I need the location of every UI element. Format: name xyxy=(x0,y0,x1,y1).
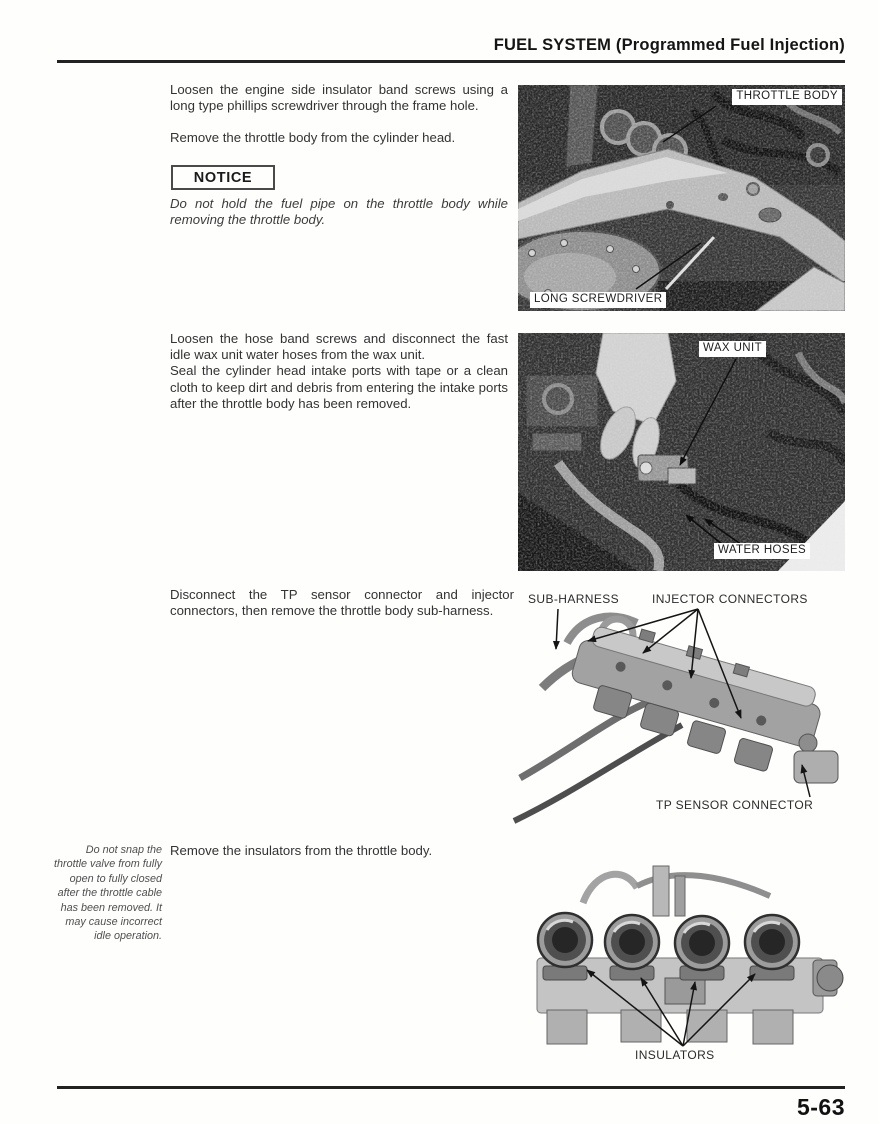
notice-label: NOTICE xyxy=(193,169,253,186)
header-rule xyxy=(57,60,845,63)
figure-sub-harness xyxy=(512,593,864,838)
figure-wax-unit xyxy=(518,333,845,571)
step2-line-1: Loosen the hose band screws and disconnect the fast idle wax unit water hoses from the wax unit. xyxy=(170,331,508,363)
page-title: FUEL SYSTEM (Programmed Fuel Injection) xyxy=(493,36,845,54)
step4-paragraph: Remove the insulators from the throttle body. xyxy=(170,843,433,858)
label-tp-sensor-connector: TP SENSOR CONNECTOR xyxy=(656,798,814,812)
label-wax-unit: WAX UNIT xyxy=(699,341,766,357)
tp-sensor-art xyxy=(794,734,838,783)
label-throttle-body: THROTTLE BODY xyxy=(732,89,842,105)
margin-note: Do not snap the throttle valve from fully open to fully closed after the throttle cable has been removed. It may cause incorrect idle operation. xyxy=(53,844,162,943)
photo-throttle-body-illustration xyxy=(518,85,845,311)
step2-line-2: Seal the cylinder head intake ports with tape or a clean cloth to keep dirt and debris from entering the intake ports after the throttle body has been removed. xyxy=(170,363,508,411)
arrow-sub-harness xyxy=(556,609,558,649)
photo-insulators-illustration xyxy=(525,858,845,1070)
figure-insulators xyxy=(525,858,845,1070)
notice-box xyxy=(171,165,275,190)
label-water-hoses: WATER HOSES xyxy=(714,543,810,559)
label-long-screwdriver: LONG SCREWDRIVER xyxy=(530,292,666,308)
photo-wax-unit-illustration xyxy=(518,333,845,571)
label-insulators: INSULATORS xyxy=(635,1048,715,1062)
figure-throttle-body-removal xyxy=(518,85,845,311)
step2-paragraph xyxy=(170,331,508,412)
label-sub-harness: SUB-HARNESS xyxy=(528,592,620,606)
step1-paragraph-2: Remove the throttle body from the cylinder head. xyxy=(170,130,456,145)
footer-rule xyxy=(57,1086,845,1089)
page-number: 5-63 xyxy=(796,1094,845,1120)
step3-paragraph: Disconnect the TP sensor connector and injector connectors, then remove the throttle body sub-harness. xyxy=(170,587,514,619)
notice-text: Do not hold the fuel pipe on the throttle body while removing the throttle body. xyxy=(170,196,508,228)
label-injector-connectors: INJECTOR CONNECTORS xyxy=(652,592,808,606)
step1-paragraph-1: Loosen the engine side insulator band screws using a long type phillips screwdriver through the frame hole. xyxy=(170,82,508,114)
